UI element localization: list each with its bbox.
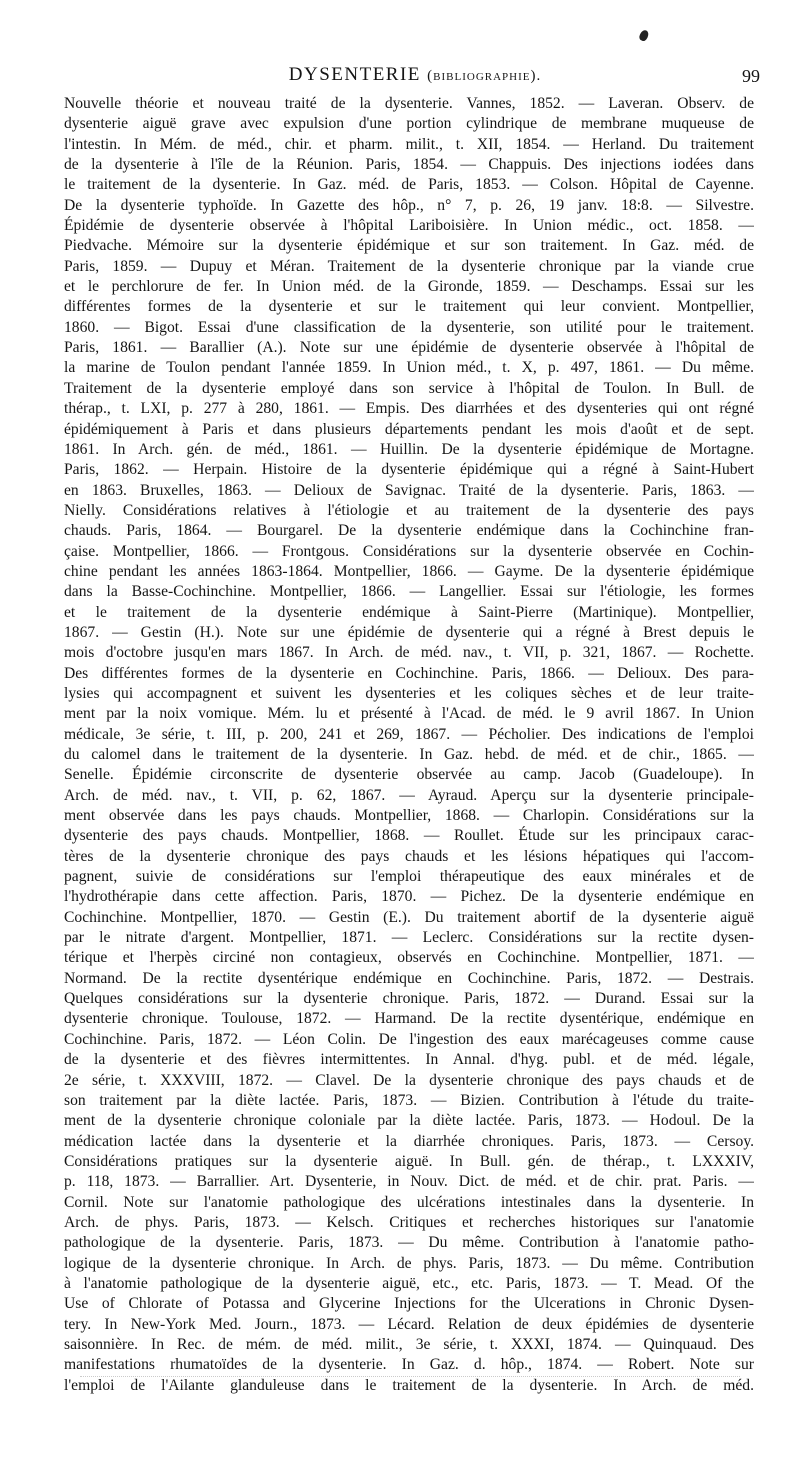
text-line: tères de la dysenterie chronique des pays chauds et les lésions hépatiques qui l'accom- <box>64 847 754 865</box>
text-line: du calomel dans le traitement de la dysenterie. In Gaz. hebd. de méd. et de chir., 1865. — <box>64 746 754 763</box>
text-line: Arch. de méd. nav., t. VII, p. 62, 1867. — Ayraud. Aperçu sur la dysenterie principale- <box>64 786 754 804</box>
text-line: le traitement de la dysenterie. In Gaz. méd. de Paris, 1853. — Colson. Hôpital de Cayenne. <box>64 176 754 194</box>
text-line: chine pendant les années 1863-1864. Montpellier, 1866. — Gayme. De la dysenterie épidémique <box>64 562 754 580</box>
text-line: pathologique de la dysenterie. Paris, 1873. — Du même. Contribution à l'anatomie patho- <box>64 1234 754 1252</box>
ink-mark <box>638 29 650 42</box>
text-line: 1860. — Bigot. Essai d'une classification de la dysenterie, son utilité pour le traitement. <box>64 318 754 336</box>
text-line: manifestations rhumatoïdes de la dysenterie. In Gaz. d. hôp., 1874. — Robert. Note sur <box>64 1356 754 1374</box>
text-line: chauds. Paris, 1864. — Bourgarel. De la dysenterie endémique dans la Cochinchine fran- <box>64 522 754 540</box>
text-line: dans la Basse-Cochinchine. Montpellier, 1866. — Langellier. Essai sur l'étiologie, les formes <box>64 583 754 601</box>
text-line: la marine de Toulon pendant l'année 1859. In Union méd., t. X, p. 497, 1861. — Du même. <box>64 359 754 377</box>
text-line: Paris, 1862. — Herpain. Histoire de la dysenterie épidémique qui a régné à Saint-Hubert <box>64 461 754 479</box>
text-line: thérap., t. LXI, p. 277 à 280, 1861. — Empis. Des diarrhées et des dysenteries qui ont régné <box>64 400 754 418</box>
page-header <box>70 64 760 90</box>
text-line: pagnent, suivie de considérations sur l'emploi thérapeutique des eaux minérales et de <box>64 868 754 886</box>
text-line: Cochinchine. Paris, 1872. — Léon Colin. De l'ingestion des eaux marécageuses comme cause <box>64 1030 754 1048</box>
text-line: p. 118, 1873. — Barrallier. Art. Dysenterie, in Nouv. Dict. de méd. et de chir. prat. Paris. — <box>64 1173 754 1191</box>
text-line: Cochinchine. Montpellier, 1870. — Gestin (E.). Du traitement abortif de la dysenterie aiguë <box>64 908 754 926</box>
page-edge-specks <box>80 1376 740 1383</box>
bibliography-text <box>64 94 754 1396</box>
text-line: Traitement de la dysenterie employé dans son service à l'hôpital de Toulon. In Bull. de <box>64 379 754 397</box>
text-line: par le nitrate d'argent. Montpellier, 1871. — Leclerc. Considérations sur la rectite dysen- <box>64 929 754 947</box>
text-line: Épidémie de dysenterie observée à l'hôpital Lariboisière. In Union médic., oct. 1858. — <box>64 217 754 235</box>
text-line: de la dysenterie et des fièvres intermittentes. In Annal. d'hyg. publ. et de méd. légale, <box>64 1051 754 1069</box>
text-line: Nielly. Considérations relatives à l'étiologie et au traitement de la dysenterie des pays <box>64 501 754 519</box>
text-line: mois d'octobre jusqu'en mars 1867. In Arch. de méd. nav., t. VII, p. 321, 1867. — Rochette. <box>64 644 754 662</box>
text-line: 1867. — Gestin (H.). Note sur une épidémie de dysenterie qui a régné à Brest depuis le <box>64 623 754 641</box>
text-line: ment de la dysenterie chronique coloniale par la diète lactée. Paris, 1873. — Hodoul. De la <box>64 1112 754 1130</box>
text-line: Use of Chlorate of Potassa and Glycerine Injections for the Ulcerations in Chronic Dysen- <box>64 1295 754 1313</box>
text-line: Nouvelle théorie et nouveau traité de la dysenterie. Vannes, 1852. — Laveran. Observ. de <box>64 95 754 112</box>
running-title <box>70 64 760 86</box>
text-line: épidémiquement à Paris et dans plusieurs départements pendant les mois d'août et de sept. <box>64 420 754 438</box>
text-line: Des différentes formes de la dysenterie en Cochinchine. Paris, 1866. — Delioux. Des para- <box>64 664 754 682</box>
text-line: Paris, 1861. — Barallier (A.). Note sur une épidémie de dysenterie observée à l'hôpital de <box>64 339 754 357</box>
text-line: 2e série, t. XXXVIII, 1872. — Clavel. De la dysenterie chronique des pays chauds et de <box>64 1071 754 1089</box>
running-title-sub: (bibliographie). <box>427 68 542 84</box>
text-line: médicale, 3e série, t. III, p. 200, 241 et 269, 1867. — Pécholier. Des indications de l'emploi <box>64 725 754 743</box>
text-line: ment par la noix vomique. Mém. lu et présenté à l'Acad. de méd. le 9 avril 1867. In Union <box>64 705 754 723</box>
text-line: Considérations pratiques sur la dysenterie aiguë. In Bull. gén. de thérap., t. LXXXIV, <box>64 1152 754 1170</box>
text-line: Normand. De la rectite dysentérique endémique en Cochinchine. Paris, 1872. — Destrais. <box>64 969 754 987</box>
text-line: Quelques considérations sur la dysenterie chronique. Paris, 1872. — Durand. Essai sur la <box>64 990 754 1008</box>
text-line: logique de la dysenterie chronique. In Arch. de phys. Paris, 1873. — Du même. Contribution <box>64 1254 754 1272</box>
text-line: à l'anatomie pathologique de la dysenterie aiguë, etc., etc. Paris, 1873. — T. Mead. Of the <box>64 1274 754 1292</box>
text-line: l'hydrothérapie dans cette affection. Paris, 1870. — Pichez. De la dysenterie endémique en <box>64 888 754 906</box>
text-line: lysies qui accompagnent et suivent les dysenteries et les coliques sèches et de leur traite- <box>64 684 754 702</box>
text-line: Senelle. Épidémie circonscrite de dysenterie observée au camp. Jacob (Guadeloupe). In <box>64 766 754 784</box>
text-line: Paris, 1859. — Dupuy et Méran. Traitement de la dysenterie chronique par la viande crue <box>64 257 754 275</box>
text-line: ment observée dans les pays chauds. Montpellier, 1868. — Charlopin. Considérations sur la <box>64 807 754 825</box>
text-line: son traitement par la diète lactée. Paris, 1873. — Bizien. Contribution à l'étude du traite- <box>64 1091 754 1109</box>
text-line: et le traitement de la dysenterie endémique à Saint-Pierre (Martinique). Montpellier, <box>64 603 754 621</box>
page-number: 99 <box>742 66 760 86</box>
text-line: Cornil. Note sur l'anatomie pathologique des ulcérations intestinales dans la dysenterie. In <box>64 1193 754 1211</box>
text-line: çaise. Montpellier, 1866. — Frontgous. Considérations sur la dysenterie observée en Cochin- <box>64 542 754 560</box>
running-title-main: DYSENTERIE <box>288 64 421 85</box>
text-line: différentes formes de la dysenterie et sur le traitement qui leur convient. Montpellier, <box>64 298 754 316</box>
text-line: l'emploi de l'Ailante glanduleuse dans le traitement de la dysenterie. In Arch. de méd. <box>64 1376 754 1394</box>
text-line: dysenterie des pays chauds. Montpellier, 1868. — Roullet. Étude sur les principaux carac- <box>64 827 754 845</box>
text-line: et le perchlorure de fer. In Union méd. de la Gironde, 1859. — Deschamps. Essai sur les <box>64 278 754 296</box>
text-line: médication lactée dans la dysenterie et la diarrhée chroniques. Paris, 1873. — Cersoy. <box>64 1132 754 1150</box>
text-line: dysenterie chronique. Toulouse, 1872. — Harmand. De la rectite dysentérique, endémique en <box>64 1010 754 1028</box>
text-line: l'intestin. In Mém. de méd., chir. et pharm. milit., t. XII, 1854. — Herland. Du traitement <box>64 135 754 153</box>
text-line: saisonnière. In Rec. de mém. de méd. milit., 3e série, t. XXXI, 1874. — Quinquaud. Des <box>64 1335 754 1353</box>
text-line: Piedvache. Mémoire sur la dysenterie épidémique et sur son traitement. In Gaz. méd. de <box>64 237 754 255</box>
text-line: Arch. de phys. Paris, 1873. — Kelsch. Critiques et recherches historiques sur l'anatomie <box>64 1213 754 1231</box>
text-line: dysenterie aiguë grave avec expulsion d'une portion cylindrique de membrane muqueuse de <box>64 115 754 133</box>
text-line: de la dysenterie à l'île de la Réunion. Paris, 1854. — Chappuis. Des injections iodées dans <box>64 156 754 174</box>
text-line: tery. In New-York Med. Journ., 1873. — Lécard. Relation de deux épidémies de dysenterie <box>64 1315 754 1333</box>
text-line: en 1863. Bruxelles, 1863. — Delioux de Savignac. Traité de la dysenterie. Paris, 1863. — <box>64 481 754 499</box>
text-line: térique et l'herpès circiné non contagieux, observés en Cochinchine. Montpellier, 1871. — <box>64 949 754 967</box>
text-line: 1861. In Arch. gén. de méd., 1861. — Huillin. De la dysenterie épidémique de Mortagne. <box>64 440 754 458</box>
text-line: De la dysenterie typhoïde. In Gazette des hôp., n° 7, p. 26, 19 janv. 18:8. — Silvestre. <box>64 196 754 214</box>
